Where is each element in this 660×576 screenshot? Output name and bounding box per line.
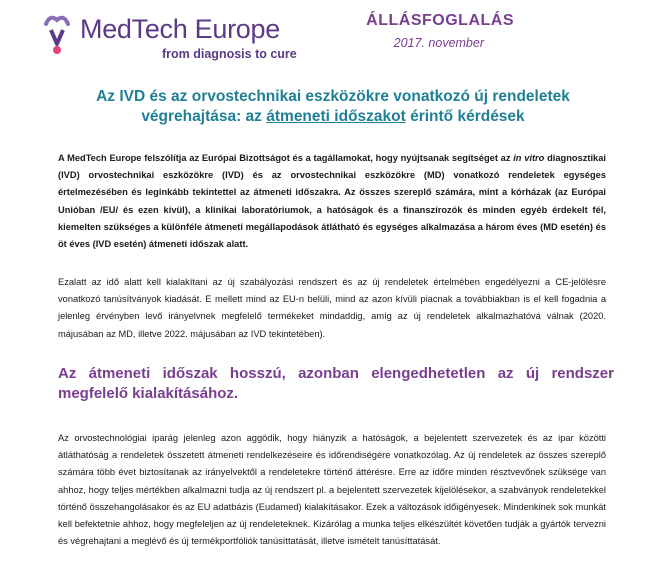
title-line-2-end: érintő kérdések: [405, 108, 525, 125]
title-line-2-start: végrehajtása: az: [141, 108, 267, 125]
document-title: [40, 87, 626, 127]
logo-name: MedTech Europe: [80, 14, 280, 44]
title-highlight: átmeneti időszakot: [266, 108, 406, 125]
intro-italic-term: in vitro: [513, 153, 545, 163]
intro-text-end: diagnosztikai (IVD) orvostechnikai eszközökre (IVD) és az orvostechnikai eszközökre (MD) vonatkozó rendeletek egységes értelmezésében és leginkább tekintettel az átmeneti időszakra. Az összes szereplő számára, mint a kórházak (az Európai Unióban /EU/ és ezen kívül), a klinikai laboratóriumok, a hatóságok és a finanszírozók és minden egyéb érdekelt fél, kiemelten szükséges a különféle átmeneti megállapodások átlátható és egységes alkalmazása a három éves (MD esetén) és öt éves (IVD esetén) átmeneti időszak alatt.: [58, 153, 606, 250]
logo-tagline: from diagnosis to cure: [162, 47, 297, 61]
title-line-1: Az IVD és az orvostechnikai eszközökre vonatkozó új rendeletek: [96, 88, 570, 105]
logo-figure-icon: [42, 10, 72, 56]
industry-concern-paragraph: Az orvostechnológiai iparág jelenleg azon aggódik, hogy hiányzik a hatóságok, a bejelentett szervezetek és az ipar közötti átláthatóság a rendeletek összetett átmeneti rendelkezéseire és időrendiségére vonatkozólag. Az új rendeletek az összes szereplő számára több évet biztosítanak az irányelvektől a rendeletekre történő áttérésre. Erre az időre minden résztvevőnek szüksége van ahhoz, hogy teljes mértékben alkalmazni tudja az új rendszert pl. a bejelentett szervezetek kijelölésekor, a szabványok rendeletekkel történő összehangolásakor és az EU adatbázis (Eudamed) kialakításakor. Ezek a változások időigényesek. Mindenkinek sok munkát kell befektetnie ahhoz, hogy megfeleljen az új rendeleteknek. Kizárólag a munka teljes elkészültét követően tudják a gyártók tervezni és végrehajtani a meglévő és új termékportfóliók tanúsíttatását, illetve ismételt tanúsíttatását.: [58, 433, 606, 547]
document-date: 2017. november: [393, 36, 484, 50]
intro-text-start: A MedTech Europe felszólítja az Európai Bizottságot és a tagállamokat, hogy nyújtsanak segítséget az: [58, 153, 514, 163]
document-type: ÁLLÁSFOGLALÁS: [366, 12, 514, 29]
section-heading: Az átmeneti időszak hosszú, azonban elengedhetetlen az új rendszer megfelelő kialakításához.: [58, 365, 614, 402]
intro-paragraph: [58, 150, 606, 253]
medtech-europe-logo: [42, 10, 297, 61]
transition-paragraph: Ezalatt az idő alatt kell kialakítani az új szabályozási rendszert és az új rendeletek értelmében engedélyezni a CE-jelölésre vonatkozó tanúsítványok kiadását. E mellett mind az EU-n belüli, mind az azon kívüli piacnak a továbbiakban is el kell fogadnia a jelenleg érvényben levő irányelvnek megfelelő termékeket mindaddig, amíg az új rendeletek alkalmazhatóvá válnak (2020. májusában az MD, illetve 2022. májusában az IVD tekintetében).: [58, 277, 606, 339]
